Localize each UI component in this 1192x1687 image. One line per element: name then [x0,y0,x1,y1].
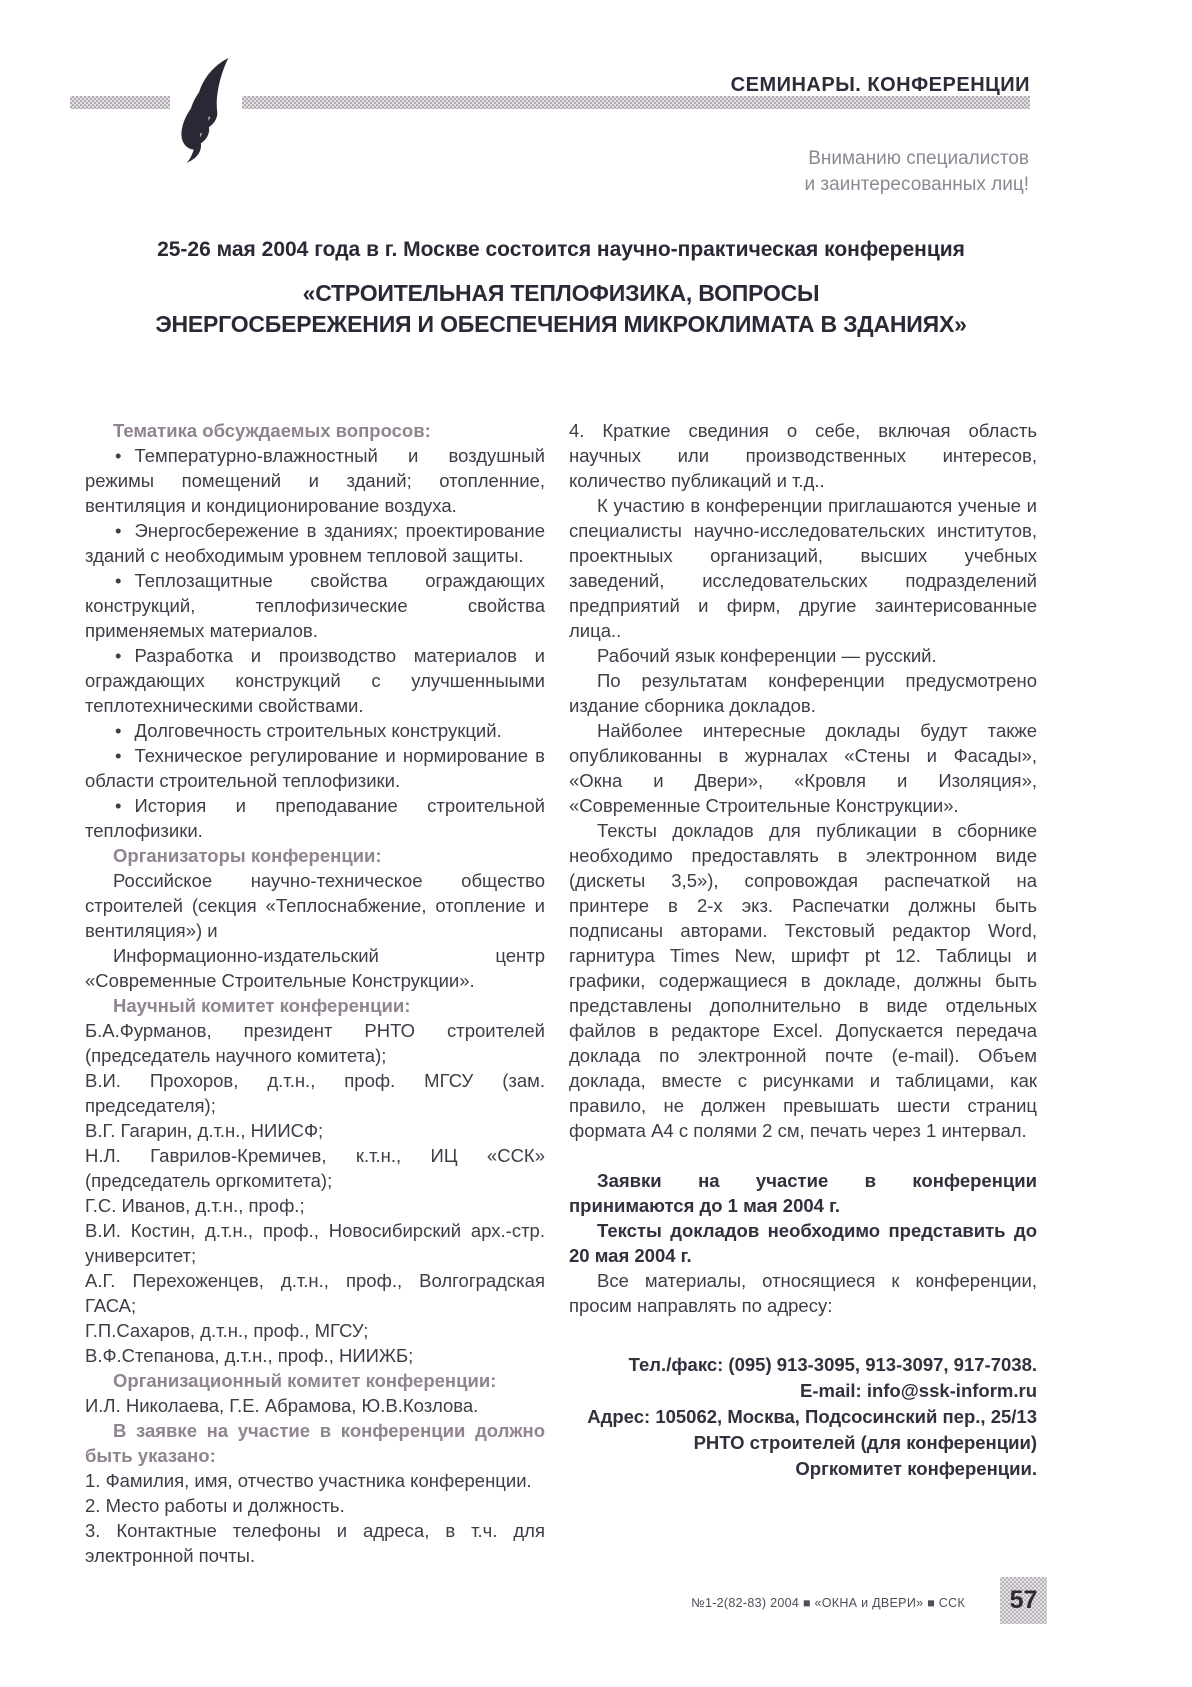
committee-member: Б.А.Фурманов, президент РНТО строителей (председатель научного комитета); [85,1020,545,1066]
topics-heading: Тематика обсуждаемых вопросов: [113,420,431,441]
conference-title-block [85,238,1037,340]
publisher-logo-icon [176,58,240,170]
contact-committee: Оргкомитет конференции. [795,1458,1037,1479]
topic-item [85,793,545,843]
topic-text: Температурно-влажностный и воздушный режимы помещений и зданий; отопленние, вентиляция и кондиционирование воздуха. [85,445,545,516]
committee-member: Н.Л. Гаврилов-Кремичев, к.т.н., ИЦ «ССК» (председатель оргкомитета); [85,1145,545,1191]
committee-member: В.Г. Гагарин, д.т.н., НИИСФ; [85,1120,324,1141]
header-band-right [242,96,1030,109]
right-column [569,418,1037,1568]
application-item: 3. Контактные телефоны и адреса, в т.ч. для электронной почты. [85,1520,545,1566]
topic-text: История и преподавание строительной теплофизики. [85,795,545,841]
topic-item [85,643,545,718]
organizers-heading: Организаторы конференции: [113,845,382,866]
deadline-papers: Тексты докладов необходимо представить до 20 мая 2004 г. [569,1220,1037,1266]
application-heading: В заявке на участие в конференции должно быть указано: [85,1420,545,1466]
page-number-box [1000,1577,1047,1624]
body-paragraph: По результатам конференции предусмотрено издание сборника докладов. [569,670,1037,716]
science-committee-heading: Научный комитет конференции: [113,995,411,1016]
topic-item [85,518,545,568]
section-label: СЕМИНАРЫ. КОНФЕРЕНЦИИ [730,74,1030,96]
body-paragraph: Найболее интересные доклады будут также опубликованны в журналах «Стены и Фасады», «Окна и Двери», «Кровля и Изоляция», «Современные Строительные Конструкции». [569,720,1037,816]
application-item: 1. Фамилия, имя, отчество участника конференции. [85,1470,532,1491]
topic-item [85,718,545,743]
page-number: 57 [1009,1586,1038,1614]
org-committee-members: И.Л. Николаева, Г.Е. Абрамова, Ю.В.Козлова. [85,1395,479,1416]
topic-item [85,443,545,518]
body-paragraph: 4. Краткие свединия о себе, включая область научных или производственных интересов, количество публикаций и т.д.. [569,420,1037,491]
bullet-icon: • [115,570,122,591]
issue-info: №1-2(82-83) 2004 ■ «ОКНА и ДВЕРИ» ■ ССК [691,1596,965,1610]
topic-text: Энергосбережение в зданиях; проектирование зданий с необходимым уровнем тепловой защиты. [85,520,545,566]
notice-line-2: и заинтересованных лиц! [804,174,1029,195]
organizer-paragraph: Информационно-издательский центр «Современные Строительные Конструкции». [85,945,545,991]
contact-phone: Тел./факс: (095) 913-3095, 913-3097, 917-7038. [628,1354,1037,1375]
body-paragraph: К участию в конференции приглашаются ученые и специалисты научно-исследовательских институтов, проектныых организаций, высших учебных заведений, исследовательских подразделений предприятий и фирм, другие заинтерисованные лица.. [569,495,1037,641]
committee-member: В.И. Костин, д.т.н., проф., Новосибирский арх.-стр. университет; [85,1220,545,1266]
topics-list [85,443,545,843]
committee-member: А.Г. Перехоженцев, д.т.н., проф., Волгоградская ГАСА; [85,1270,545,1316]
topic-item [85,743,545,793]
topic-text: Разработка и производство материалов и ограждающих конструкций с улучшенныыми теплотехническими свойствами. [85,645,545,716]
topic-text: Техническое регулирование и нормирование в области строительной теплофизики. [85,745,545,791]
bullet-icon: • [115,795,122,816]
deadline-applications: Заявки на участие в конференции принимаются до 1 мая 2004 г. [569,1170,1037,1216]
bullet-icon: • [115,645,122,666]
bullet-icon: • [115,445,122,466]
bullet-icon: • [115,520,122,541]
conference-date-line: 25-26 мая 2004 года в г. Москве состоится научно-практическая конференция [157,238,965,261]
conference-title-line-1: «СТРОИТЕЛЬНАЯ ТЕПЛОФИЗИКА, ВОПРОСЫ [302,280,820,306]
left-column [85,418,545,1568]
contact-block [569,1352,1037,1482]
committee-member: Г.П.Сахаров, д.т.н., проф., МГСУ; [85,1320,369,1341]
body-paragraph: Тексты докладов для публикации в сборнике необходимо предоставлять в электронном виде (дискеты 3,5»), сопровождая распечаткой на принтере в 2-х экз. Распечатки должны быть подписаны авторами. Текстовый редактор Word, гарнитура Times New, шрифт pt 12. Таблицы и графики, содержащиеся в докладе, должны быть представлены дополнительно в виде отдельных файлов в редакторе Excel. Допускается передача доклада по электронной почте (e-mail). Объем доклада, вместе с рисунками и таблицами, как правило, не должен превышать шести страниц формата А4 с полями 2 см, печать через 1 интервал. [569,820,1037,1141]
header-band-left [70,96,170,109]
contact-org: РНТО строителей (для конференции) [693,1432,1037,1453]
conference-title-line-2: ЭНЕРГОСБЕРЕЖЕНИЯ И ОБЕСПЕЧЕНИЯ МИКРОКЛИМАТА В ЗДАНИЯХ» [155,311,967,337]
organizer-paragraph: Российское научно-техническое общество строителей (секция «Теплоснабжение, отопление и вентиляция») и [85,870,545,941]
deadlines [569,1168,1037,1268]
contact-address: Адрес: 105062, Москва, Подсосинский пер., 25/13 [587,1406,1037,1427]
committee-member: В.И. Прохоров, д.т.н., проф. МГСУ (зам. председателя); [85,1070,545,1116]
committee-member: В.Ф.Степанова, д.т.н., проф., НИИЖБ; [85,1345,414,1366]
topic-text: Теплозащитные свойства ограждающих конструкций, теплофизические свойства применяемых материалов. [85,570,545,641]
bullet-icon: • [115,745,122,766]
notice-line-1: Вниманию специалистов [808,148,1029,169]
org-committee-heading: Организационный комитет конференции: [113,1370,497,1391]
send-note: Все материалы, относящиеся к конференции, просим направлять по адресу: [569,1270,1037,1316]
application-items [85,1468,545,1568]
bullet-icon: • [115,720,122,741]
topic-item [85,568,545,643]
attention-notice [805,146,1029,198]
committee-member: Г.С. Иванов, д.т.н., проф.; [85,1195,305,1216]
topic-text: Долговечность строительных конструкций. [134,720,502,741]
body-paragraph: Рабочий язык конференции — русский. [597,645,937,666]
science-committee-list [85,1018,545,1368]
contact-email: E-mail: info@ssk-inform.ru [800,1380,1037,1401]
body-columns [85,418,1037,1568]
application-item: 2. Место работы и должность. [85,1495,345,1516]
